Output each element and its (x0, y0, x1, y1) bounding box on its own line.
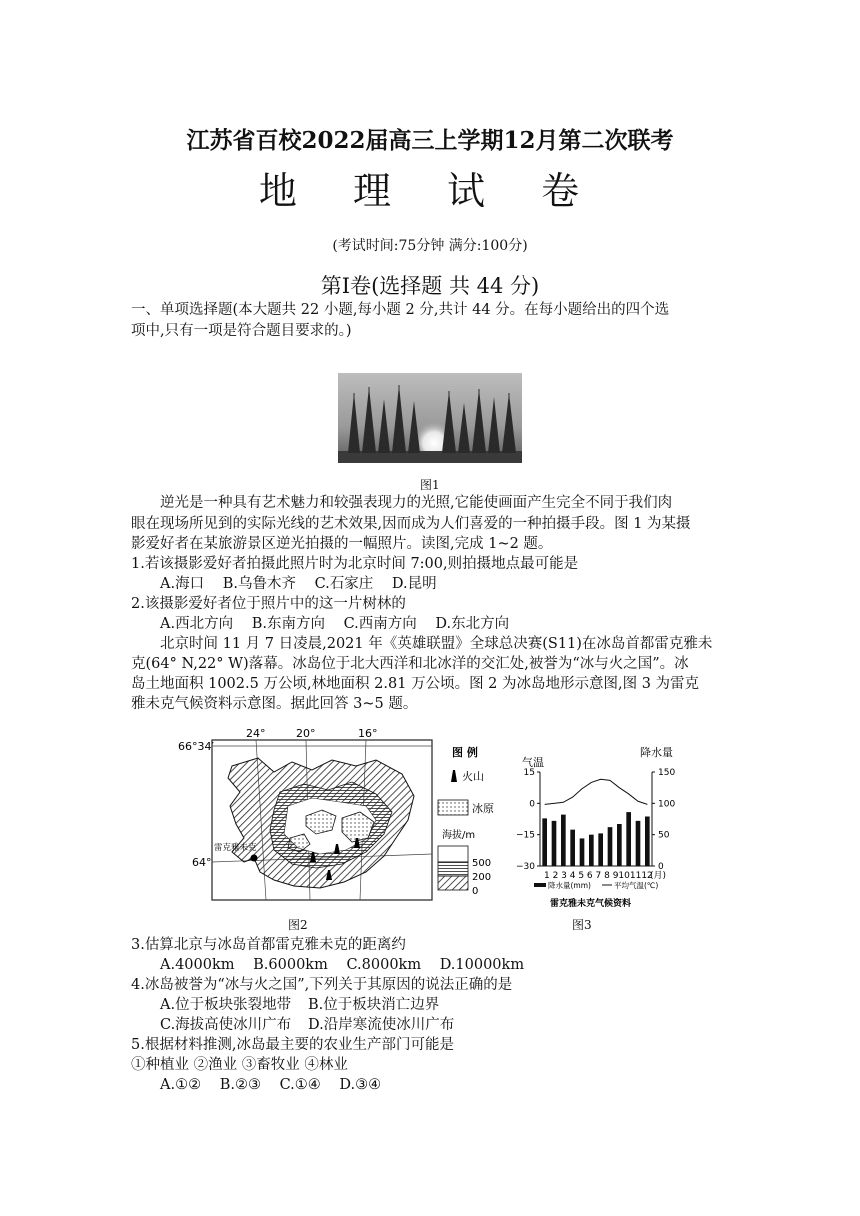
precip-bar-11 (636, 821, 641, 866)
lat-label-bottom: 64° (192, 856, 212, 869)
left-tick-label: 15 (523, 768, 535, 778)
precip-bar-7 (598, 833, 603, 866)
right-axis-title: 降水量 (640, 746, 673, 759)
altitude-tick-200: 200 (472, 872, 492, 883)
question-5-options (160, 1075, 395, 1096)
passage2-line-3: 岛土地面积 1002.5 万公顷,林地面积 2.81 万公顷。图 2 为冰岛地形示意图,图 3 为雷克 (131, 676, 700, 692)
question-2-options (160, 614, 523, 635)
subject-title: 地 理 试 卷 (258, 169, 602, 213)
reykjavik-marker (251, 855, 258, 862)
q3-option-a[interactable]: A.4000km (160, 957, 235, 973)
exam-header-title: 江苏省百校2022届高三上学期12月第二次联考 (186, 127, 674, 154)
q5-option-d[interactable]: D.③④ (339, 1077, 382, 1093)
figure2-iceland-map (170, 726, 500, 916)
q1-option-c[interactable]: C.石家庄 (314, 576, 374, 592)
left-tick-label: −15 (516, 830, 535, 841)
q2-option-a[interactable]: A.西北方向 (160, 616, 234, 632)
passage1-line-3: 影爱好者在某旅游景区逆光拍摄的一幅照片。读图,完成 1~2 题。 (131, 536, 553, 552)
q3-option-d[interactable]: D.10000km (439, 957, 525, 973)
q5-option-c[interactable]: C.①④ (279, 1077, 321, 1093)
q1-option-d[interactable]: D.昆明 (391, 576, 437, 592)
q1-option-b[interactable]: B.乌鲁木齐 (222, 576, 296, 592)
passage2-line-2: 克(64° N,22° W)落幕。冰岛位于北大西洋和北冰洋的交汇处,被誉为“冰与火之国”。冰 (131, 656, 689, 672)
legend-volcano-icon (451, 770, 457, 782)
instructions-line-2: 项中,只有一项是符合题目要求的。) (131, 323, 352, 339)
precip-bar-3 (561, 815, 566, 866)
question-5-stem: 5.根据材料推测,冰岛最主要的农业生产部门可能是 (131, 1037, 454, 1053)
question-2-stem: 2.该摄影爱好者位于照片中的这一片树林的 (131, 596, 406, 612)
left-axis-title: 气温 (522, 756, 544, 769)
right-tick-label: 150 (658, 768, 676, 778)
passage2-line-4: 雅未克气候资料示意图。据此回答 3~5 题。 (131, 696, 418, 712)
precip-bar-8 (608, 827, 613, 866)
precip-bar-10 (626, 812, 631, 866)
section-title: 第Ⅰ卷(选择题 共 44 分) (320, 274, 540, 298)
figure3-caption: 图3 (572, 918, 592, 932)
month-unit: (月) (650, 871, 667, 881)
q4-option-a[interactable]: A.位于板块张裂地带 (160, 997, 292, 1013)
legend-precip: 降水量(mm) (548, 881, 591, 890)
q3-option-c[interactable]: C.8000km (346, 957, 422, 973)
lon-label-24: 24° (246, 727, 266, 740)
figure2-caption: 图2 (288, 918, 308, 932)
exam-info: (考试时间:75分钟 满分:100分) (332, 238, 528, 254)
instructions-line-1: 一、单项选择题(本大题共 22 小题,每小题 2 分,共计 44 分。在每小题给出的四个选 (131, 302, 670, 318)
precip-bar-12 (645, 816, 650, 866)
q4-option-b[interactable]: B.位于板块消亡边界 (308, 997, 440, 1013)
q1-option-a[interactable]: A.海口 (160, 576, 205, 592)
q2-option-c[interactable]: C.西南方向 (343, 616, 417, 632)
passage1-line-1: 逆光是一种具有艺术魅力和较强表现力的光照,它能使画面产生完全不同于我们肉 (160, 495, 673, 511)
left-tick-label: 0 (529, 799, 535, 810)
legend-icefield-label: 冰原 (472, 802, 494, 815)
q5-option-a[interactable]: A.①② (160, 1077, 202, 1093)
legend-altitude-title: 海拔/m (442, 830, 476, 841)
precip-bar-6 (589, 835, 594, 866)
legend-icefield-swatch (438, 800, 468, 815)
question-3-stem: 3.估算北京与冰岛首都雷克雅未克的距离约 (131, 937, 406, 953)
temperature-line (545, 779, 648, 804)
right-tick-label: 100 (658, 799, 676, 810)
altitude-tick-0: 0 (472, 886, 479, 897)
lon-label-16: 16° (358, 727, 378, 740)
lon-label-20: 20° (296, 727, 316, 740)
q2-option-b[interactable]: B.东南方向 (251, 616, 325, 632)
q4-option-d[interactable]: D.沿岸寒流使冰川广布 (308, 1017, 455, 1033)
left-tick-label: −30 (516, 862, 535, 872)
forest-silhouette-image (338, 373, 522, 463)
legend-volcano-label: 火山 (462, 770, 484, 783)
month-labels: 1 2 3 4 5 6 7 8 9101112 (544, 871, 653, 881)
question-5-items: ①种植业 ②渔业 ③畜牧业 ④林业 (131, 1057, 348, 1073)
precip-bar-4 (570, 830, 575, 866)
right-tick-label: 50 (658, 830, 670, 841)
figure3-climate-chart (510, 746, 700, 936)
right-tick-label: 0 (658, 862, 664, 872)
passage2-line-1: 北京时间 11 月 7 日凌晨,2021 年《英雄联盟》全球总决赛(S11)在冰岛首都雷克雅未 (160, 636, 713, 652)
chart-source: 雷克雅未克气候资料 (550, 899, 632, 909)
backlight-photo (338, 373, 522, 463)
q4-option-c[interactable]: C.海拔高使冰川广布 (160, 1017, 292, 1033)
q5-option-b[interactable]: B.②③ (219, 1077, 261, 1093)
question-4-stem: 4.冰岛被誉为“冰与火之国”,下列关于其原因的说法正确的是 (131, 977, 513, 993)
legend-temp: 平均气温(℃) (614, 881, 659, 890)
question-3-options (160, 955, 538, 976)
precip-bar-9 (617, 824, 622, 866)
q3-option-b[interactable]: B.6000km (253, 957, 328, 973)
q2-option-d[interactable]: D.东北方向 (435, 616, 510, 632)
precip-bar-1 (542, 818, 547, 866)
precip-bar-2 (552, 821, 557, 866)
legend-title: 图 例 (452, 746, 478, 759)
altitude-tick-500: 500 (472, 858, 492, 869)
passage1-line-2: 眼在现场所见到的实际光线的艺术效果,因而成为人们喜爱的一种拍摄手段。图 1 为某摄 (131, 516, 691, 532)
precip-bar-5 (580, 838, 585, 866)
lat-label-top: 66°34′ (178, 740, 214, 753)
legend-precip-swatch (534, 883, 546, 887)
question-1-options (160, 574, 451, 595)
question-1-stem: 1.若该摄影爱好者拍摄此照片时为北京时间 7:00,则拍摄地点最可能是 (131, 556, 579, 572)
reykjavik-label: 雷克雅未克 (214, 843, 257, 853)
figure1-caption: 图1 (420, 478, 440, 492)
